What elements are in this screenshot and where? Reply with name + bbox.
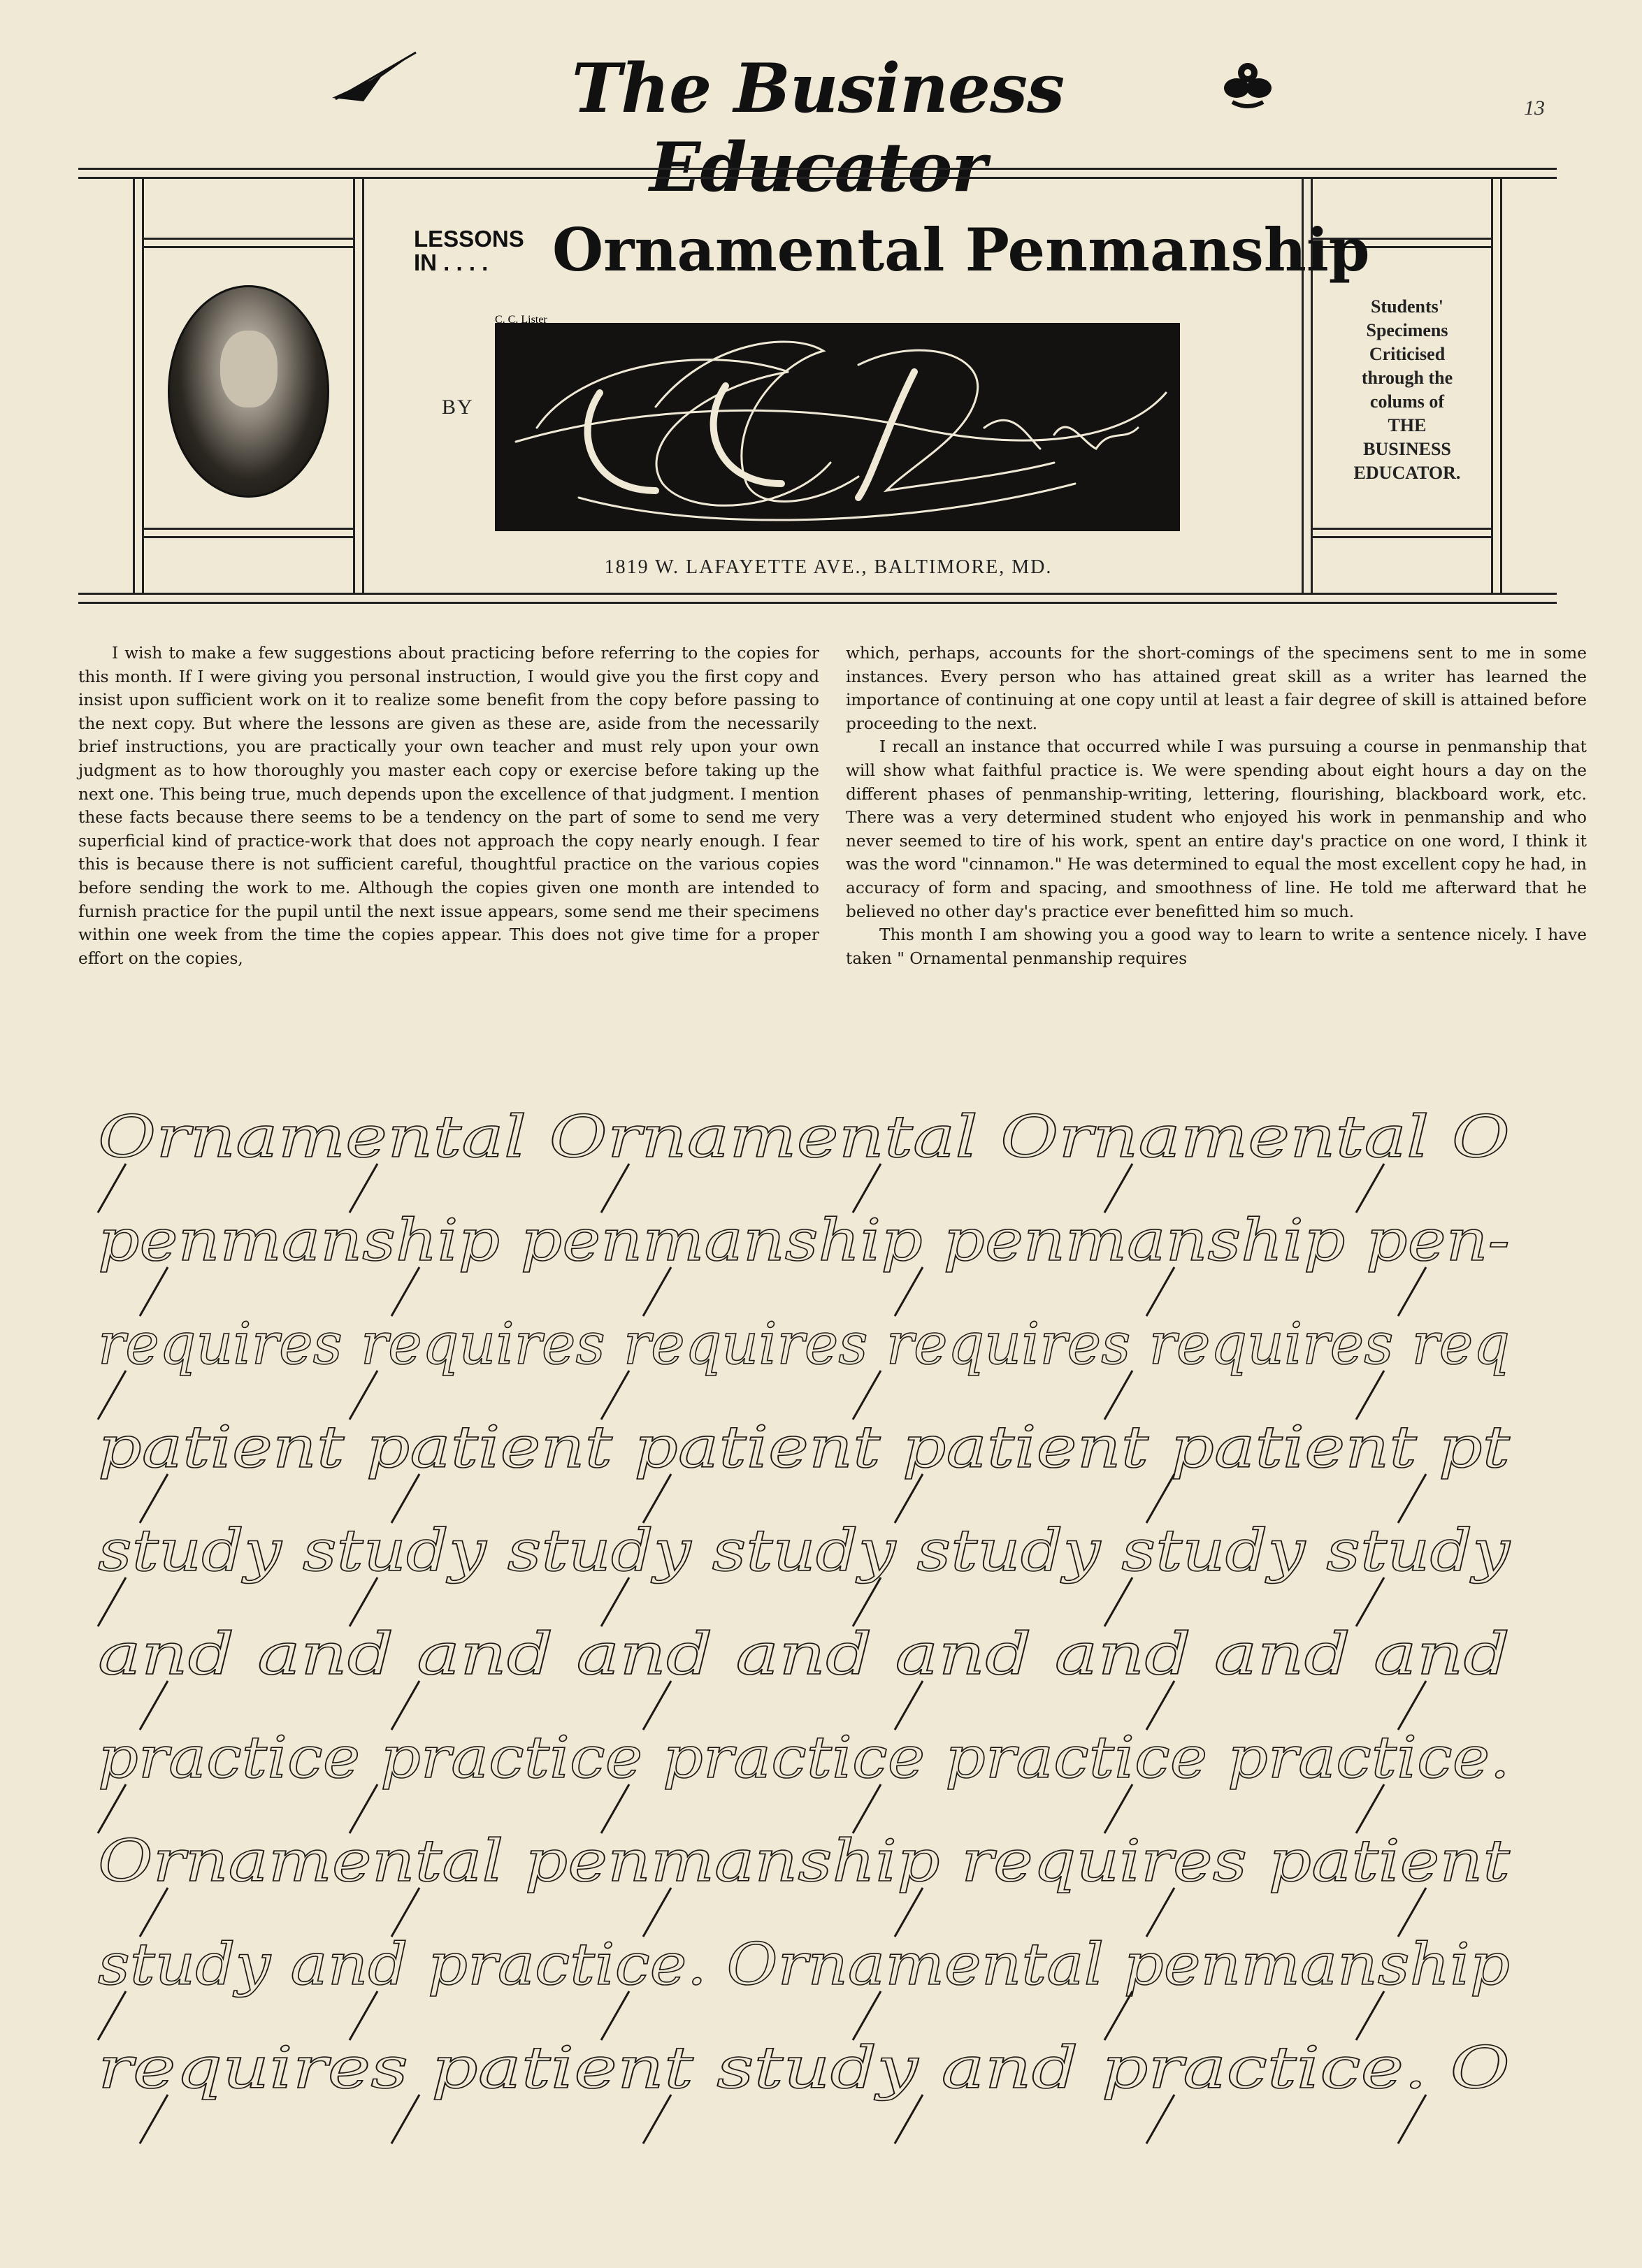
specimen-flourish [98, 1784, 1384, 1833]
specimen-flourish [140, 1267, 1426, 1316]
article-paragraph: which, perhaps, accounts for the short-comings of the specimens sent to me in some instances. Every person who has attained great skill as a writer has learned the importance of continuing at one copy until at least a fair degree of skill is attained before proceeding to the next. [846, 644, 1587, 733]
lessons-in-label [414, 227, 536, 275]
masthead-title: The Business Educator [571, 49, 1065, 207]
panel-rule [144, 238, 353, 240]
specimen-flourish [98, 1164, 1384, 1213]
specimen-line: penmanship penmanship penmanship pen- [98, 1208, 1510, 1274]
sidebar-line: Specimens [1366, 320, 1448, 340]
specimen-line: and and and and and and and and and [98, 1621, 1510, 1688]
sidebar-line: BUSINESS [1363, 439, 1451, 459]
article-paragraph: I recall an instance that occurred while I was pursuing a course in penmanship that will show what faithful practice is. We were spending about eight hours a day on the different phases of penmanship-writing, lettering, flourishing, blackboard work, etc. There was a very determined student who enjoyed his work in penmanship and who never seemed to tire of his work, spent an entire day's practice on one word, I think it was the word "cinnamon." He was determined to equal the most excellent copy he had, in accuracy of form and spacing, and smoothness of line. He told me afterward that he believed no other day's practice ever benefitted him so much. [846, 737, 1587, 921]
article-right-column [846, 642, 1587, 970]
article-paragraph: This month I am showing you a good way to learn to write a sentence nicely. I have taken " Ornamental penmanship requires [846, 925, 1587, 968]
specimen-line: study study study study study study study [98, 1518, 1511, 1584]
specimen-flourish [98, 1577, 1384, 1626]
sidebar-line: EDUCATOR. [1353, 463, 1461, 483]
article-paragraph: I wish to make a few suggestions about practicing before referring to the copies for this month. If I were giving you personal instruction, I would give you the first copy and insist upon sufficient work on it to realize some benefit from the copy before passing to the next copy. But where the lessons are given as these are, aside from the necessarily brief instructions, you are practically your own teacher and must rely upon your own judgment as to how thoroughly you master each copy or exercise before taking up the next one. This being true, much depends upon the excellence of that judgment. I mention these facts because there seems to be a tendency on the part of some to send me very superficial kind of practice-work that does not approach the copy nearly enough. I fear this is because there is not sufficient careful, thoughtful practice on the various copies before sending the work to me. Although the copies given one month are intended to furnish practice for the pupil until the next issue appears, some send me their specimens within one week from the time the copies appear. This does not give time for a proper effort on the copies, [78, 644, 819, 968]
panel-rule [1313, 528, 1491, 530]
sidebar-line: Students' [1370, 296, 1444, 317]
author-portrait [168, 285, 329, 498]
specimen-line: patient patient patient patient patient pt [98, 1415, 1511, 1481]
rule-left-panel-1 [353, 179, 355, 594]
specimen-line: requires patient study and practice. O [98, 2035, 1510, 2102]
criticism-note [1320, 295, 1495, 485]
emblem-icon [1220, 56, 1276, 112]
specimen-line: requires requires requires requires requires req [98, 1311, 1510, 1378]
portrait-face [220, 331, 278, 407]
masthead [0, 42, 1642, 207]
panel-rule [144, 528, 353, 530]
rule-top-2 [78, 177, 1557, 179]
specimen-line: practice practice practice practice practice. [98, 1725, 1510, 1791]
rule-left-outer [133, 179, 135, 594]
in-label: IN . . . . [414, 250, 489, 275]
specimen-line: Ornamental penmanship requires patient [98, 1828, 1511, 1895]
article-left-column [78, 642, 819, 970]
author-address: 1819 W. LAFAYETTE AVE., BALTIMORE, MD. [604, 556, 1053, 578]
signature-panel [495, 314, 1180, 531]
sidebar-line: through the [1361, 368, 1453, 388]
panel-rule [144, 536, 353, 538]
rule-left-inner [142, 179, 144, 594]
by-label: BY [442, 396, 474, 419]
penmanship-specimen [0, 1090, 1642, 2181]
rule-right-outer-2 [1500, 179, 1502, 594]
rule-bottom-1 [78, 593, 1557, 595]
specimen-flourish [140, 1888, 1426, 1937]
specimen-flourish [140, 2095, 1426, 2144]
sidebar-line: THE [1388, 415, 1427, 435]
panel-rule [144, 246, 353, 248]
rule-bottom-2 [78, 602, 1557, 604]
page-number: 13 [1524, 96, 1545, 120]
rule-top-1 [78, 168, 1557, 170]
lessons-label: LESSONS [414, 226, 524, 252]
specimen-flourish [140, 1681, 1426, 1730]
sidebar-line: Criticised [1369, 344, 1446, 364]
signature-text: C. C. Lister [495, 314, 547, 326]
specimen-line: study and practice. Ornamental penmanship [98, 1932, 1510, 1998]
specimen-flourish [98, 1991, 1384, 2040]
specimen-flourish [140, 1474, 1426, 1523]
panel-rule [1313, 536, 1491, 538]
quill-icon [329, 49, 419, 105]
signature-flourish [495, 314, 1180, 531]
lesson-title: Ornamental Penmanship [552, 215, 1370, 284]
specimen-line: Ornamental Ornamental Ornamental O [98, 1104, 1510, 1171]
specimen-flourish [98, 1371, 1384, 1420]
rule-left-panel-2 [362, 179, 364, 594]
sidebar-line: colums of [1369, 391, 1445, 412]
